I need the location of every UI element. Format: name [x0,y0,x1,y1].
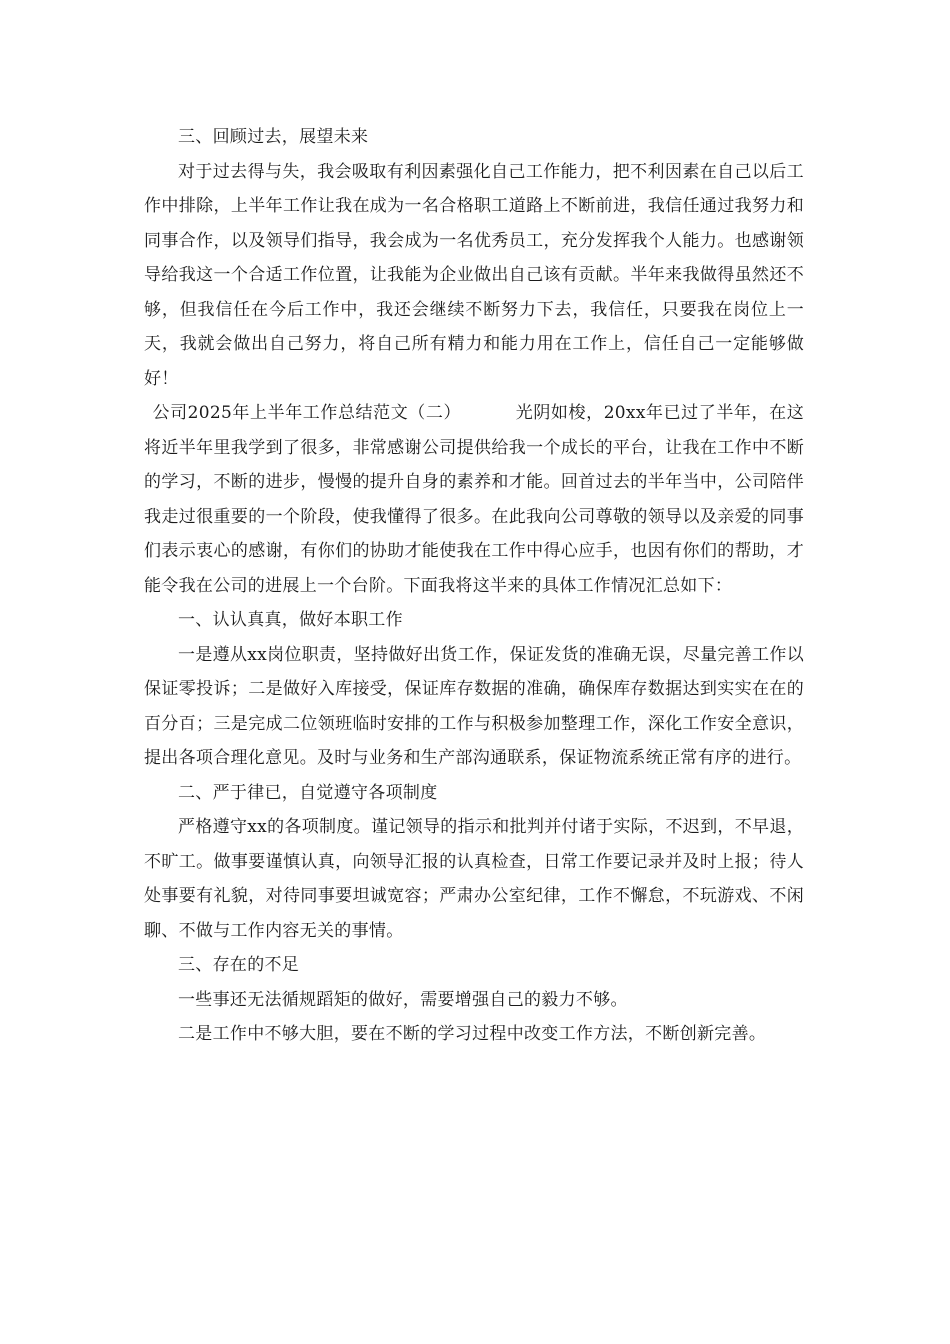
document-page [144,120,804,1052]
body-paragraph-discipline: 严格遵守xx的各项制度。谨记领导的指示和批判并付诸于实际，不迟到，不早退，不旷工。做事要谨慎认真，向领导汇报的认真检查，日常工作要记录并及时上报；待人处事要有礼貌，对待同事要坦诚宽容；严肃办公室纪律，工作不懈怠，不玩游戏、不闲聊、不做与工作内容无关的事情。 [144,817,804,941]
section-heading-shortcomings: 三、存在的不足 [178,955,300,975]
article-intro: 光阴如梭，20xx年已过了半年，在这将近半年里我学到了很多，非常感谢公司提供给我一个成长的平台，让我在工作中不断的学习，不断的进步，慢慢的提升自身的素养和才能。回首过去的半年当中，公司陪伴我走过很重要的一个阶段，使我懂得了很多。在此我向公司尊敬的领导以及亲爱的同事们表示衷心的感谢，有你们的协助才能使我在工作中得心应手，也因有你们的帮助，才能令我在公司的进展上一个台阶。下面我将这半来的具体工作情况汇总如下： [144,403,804,596]
section-heading-discipline: 二、严于律已，自觉遵守各项制度 [178,782,438,803]
body-paragraph-duty: 一是遵从xx岗位职责，坚持做好出货工作，保证发货的准确无误，尽量完善工作以保证零投诉；二是做好入库接受，保证库存数据的准确，确保库存数据达到实实在在的百分百；三是完成二位领班临时安排的工作与积极参加整理工作，深化工作安全意识，提出各项合理化意见。及时与业务和生产部沟通联系，保证物流系统正常有序的进行。 [144,644,804,768]
body-paragraph-shortcoming-1: 一些事还无法循规蹈矩的做好，需要增强自己的毅力不够。 [178,989,628,1010]
section-heading-review: 三、回顾过去，展望未来 [178,127,369,147]
article-title-paragraph [144,396,804,603]
section-heading-duty: 一、认认真真，做好本职工作 [178,610,403,630]
body-paragraph-shortcoming-2: 二是工作中不够大胆，要在不断的学习过程中改变工作方法，不断创新完善。 [178,1024,767,1044]
article-title: 公司2025年上半年工作总结范文（二） [152,403,462,423]
body-paragraph-review: 对于过去得与失，我会吸取有利因素强化自己工作能力，把不利因素在自己以后工作中排除，上半年工作让我在成为一名合格职工道路上不断前进，我信任通过我努力和同事合作，以及领导们指导，我会成为一名优秀员工，充分发挥我个人能力。也感谢领导给我这一个合适工作位置，让我能为企业做出自己该有贡献。半年来我做得虽然还不够，但我信任在今后工作中，我还会继续不断努力下去，我信任，只要我在岗位上一天，我就会做出自己努力，将自己所有精力和能力用在工作上，信任自己一定能够做好！ [144,161,804,389]
